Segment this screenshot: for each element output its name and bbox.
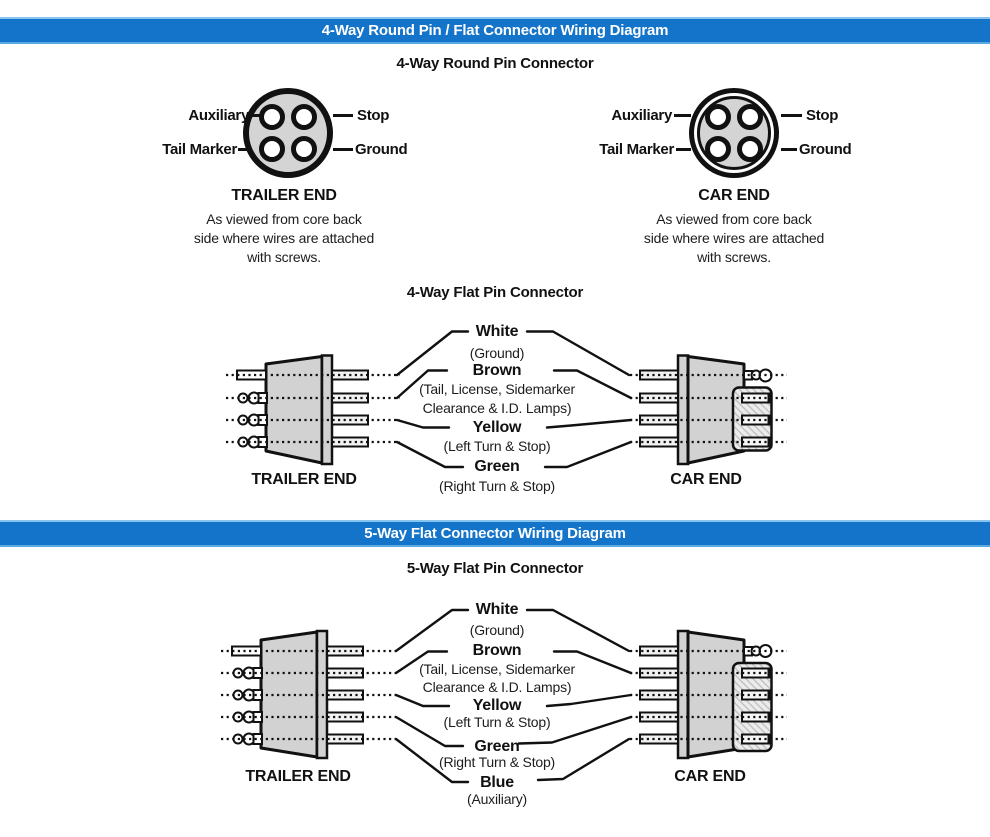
leader-dash [333, 114, 353, 117]
pin-label-stop: Stop [357, 107, 390, 124]
wire-label-blue: Blue [480, 773, 514, 791]
caption-line: with screws. [697, 249, 771, 265]
leader-dash [676, 148, 691, 151]
caption-line: side where wires are attached [643, 230, 825, 246]
caption-line: with screws. [247, 249, 321, 265]
flat-trailer-connector-4way [237, 356, 368, 465]
trailer-end-label-flat4: TRAILER END [251, 471, 357, 488]
wire-desc-white: (Ground) [469, 345, 525, 361]
leader-dash [674, 114, 691, 117]
wire-desc-yellow: (Left Turn & Stop) [443, 438, 551, 454]
caption-line: As viewed from core back [656, 211, 812, 227]
wire-desc-brown: (Tail, License, Sidemarker Clearance & I.D. Lamps) [419, 660, 575, 695]
section-title-5way: 5-Way Flat Connector Wiring Diagram [364, 525, 626, 542]
caption-line: As viewed from core back [206, 211, 362, 227]
wire-desc-white: (Ground) [469, 622, 525, 638]
wire-desc-green: (Right Turn & Stop) [438, 754, 556, 770]
flat-car-connector-4way [640, 356, 772, 465]
wire-label-yellow: Yellow [472, 419, 522, 436]
round-pin-tailmarker-trailer [259, 136, 285, 162]
wire-desc-yellow: (Left Turn & Stop) [443, 714, 551, 730]
car-end-label-flat4: CAR END [670, 471, 742, 488]
round-pin-auxiliary-car [705, 104, 731, 130]
section-header-5way [0, 520, 990, 547]
trailer-end-label-flat5: TRAILER END [245, 768, 351, 785]
section-header-4way [0, 17, 990, 44]
pin-label-auxiliary: Auxiliary [188, 107, 249, 124]
car-end-caption [614, 210, 854, 267]
leader-dash [250, 114, 264, 117]
section-title-4way: 4-Way Round Pin / Flat Connector Wiring Diagram [321, 22, 669, 39]
flat-pin-heading-4way: 4-Way Flat Pin Connector [406, 284, 584, 301]
round-pin-ground-trailer [291, 136, 317, 162]
leader-dash [238, 148, 251, 151]
wire-label-brown: Brown [472, 642, 522, 659]
round-pin-auxiliary-trailer [259, 104, 285, 130]
pin-label-tail-marker: Tail Marker [162, 141, 237, 158]
wire-label-green: Green [474, 458, 520, 475]
leader-dash [333, 148, 353, 151]
pin-label-stop: Stop [806, 107, 839, 124]
wire-label-green: Green [474, 737, 520, 755]
car-end-label-flat5: CAR END [674, 768, 746, 785]
wire-desc-brown: (Tail, License, Sidemarker Clearance & I.D. Lamps) [419, 381, 575, 416]
pin-label-ground: Ground [799, 141, 852, 158]
round-pin-stop-trailer [291, 104, 317, 130]
wire-label-brown: Brown [472, 362, 522, 379]
round-pin-stop-car [737, 104, 763, 130]
flat-trailer-connector-5way [232, 631, 363, 758]
round-connector-trailer [243, 88, 333, 178]
round-pin-ground-car [737, 136, 763, 162]
wire-desc-green: (Right Turn & Stop) [438, 478, 556, 494]
round-pin-heading: 4-Way Round Pin Connector [396, 55, 594, 72]
leader-dash [781, 114, 802, 117]
wire-label-white: White [475, 323, 519, 340]
leader-dash [781, 148, 797, 151]
round-pin-tailmarker-car [705, 136, 731, 162]
caption-line: side where wires are attached [193, 230, 375, 246]
pin-label-ground: Ground [355, 141, 408, 158]
car-end-label-round: CAR END [698, 187, 770, 204]
wire-desc-blue: (Auxiliary) [466, 790, 528, 807]
trailer-end-label-round: TRAILER END [231, 187, 337, 204]
flat-pin-heading-5way: 5-Way Flat Pin Connector [406, 560, 584, 577]
pin-label-auxiliary: Auxiliary [611, 107, 672, 124]
pin-label-tail-marker: Tail Marker [599, 141, 674, 158]
trailer-end-caption [164, 210, 404, 267]
wire-label-yellow: Yellow [472, 697, 522, 714]
wire-label-white: White [475, 601, 519, 618]
